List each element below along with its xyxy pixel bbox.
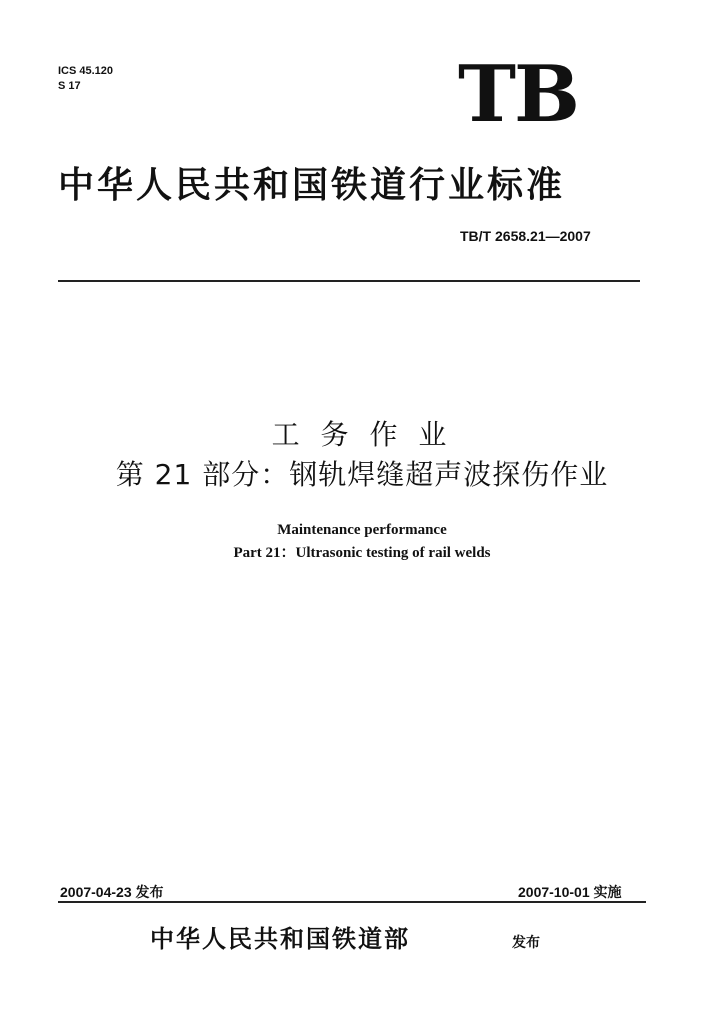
- tb-logo: TB: [458, 49, 578, 140]
- issuing-authority-suffix: 发布: [512, 935, 540, 951]
- document-title-en-line2: Part 21：Ultrasonic testing of rail welds: [233, 545, 491, 561]
- implement-date: 2007-10-01 实施: [518, 884, 622, 900]
- header-divider: [58, 280, 640, 282]
- document-title-en-line1: Maintenance performance: [277, 522, 447, 538]
- class-code: S 17: [58, 80, 81, 92]
- footer-divider: [58, 901, 646, 903]
- issuing-authority: 中华人民共和国铁道部: [150, 925, 410, 953]
- standard-title: 中华人民共和国铁道行业标准: [58, 165, 566, 206]
- publish-date: 2007-04-23 发布: [60, 884, 164, 900]
- document-title-cn-line1: 工 务 作 业: [271, 418, 453, 451]
- document-title-cn-line2: 第 21 部分：钢轨焊缝超声波探伤作业: [115, 458, 609, 491]
- classification-codes: [58, 64, 113, 94]
- standard-number: TB/T 2658.21—2007: [460, 228, 591, 244]
- ics-code: ICS 45.120: [58, 65, 114, 77]
